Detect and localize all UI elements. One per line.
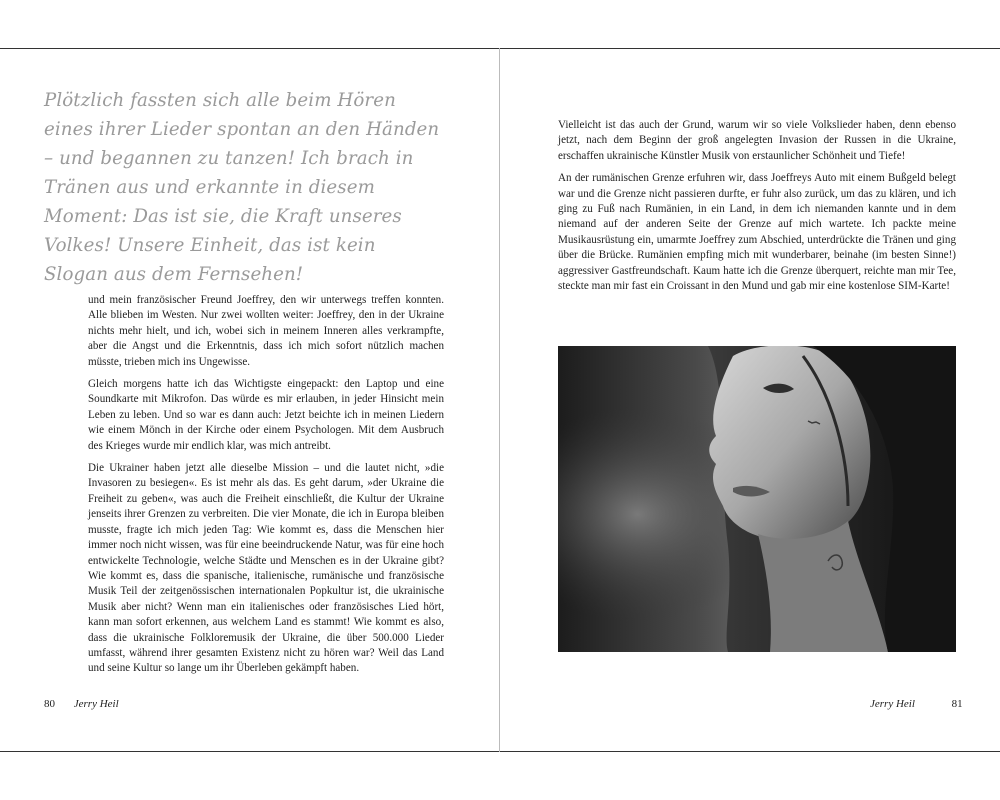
paragraph: Die Ukrainer haben jetzt alle dieselbe Mission – und die lautet nicht, »die Invasoren zu besiegen«. Es ist mehr als das. Es geht darum, »der Ukraine die Freiheit zu geben«, was auch die Freiheit einschließt, die Kultur der Ukraine jenseits ihrer Grenzen zu verbreiten. Die vier Monate, die ich in Europa bleiben musste, fragte ich mich jeden Tag: Wie kommt es, dass die Menschen hier immer noch nicht wissen, was für eine beeindruckende Natur, was für eine hoch entwickelte Technologie, welche Städte und Menschen es in der Ukraine gibt? Wie kommt es, dass die spanische, italienische, rumänische und französische Musik Teil der zeitgenössischen internationalen Popkultur ist, die ukrainische Musik aber nicht? Wenn man ein italienisches oder französisches Lied hört, kann man sofort erkennen, aus welchem Land es stammt! Wie kommt es also, dass die ukrainische Folkloremusik der Ukraine, die über 500.000 Lieder umfasst, während ihrer gesamten Existenz nicht zu hören war? Weil das Land und seine Kultur so lange um ihr Überleben gekämpft haben. xyxy=(88,462,444,675)
page-number: 80 xyxy=(44,698,55,710)
paragraph: Gleich morgens hatte ich das Wichtigste eingepackt: den Laptop und eine Soundkarte mit Mikrofon. Das würde es mir erlauben, in jeder Hinsicht mein Leben zu leben. Und so war es dann auch: Jetzt beichte ich in meinen Liedern wie einem Mönch in der Kirche oder einem Psychologen. Mit dem Ausbruch des Krieges wurde mir endlich klar, was mich antreibt. xyxy=(88,378,444,452)
left-body-text xyxy=(88,293,444,684)
running-head: Jerry Heil xyxy=(870,698,915,710)
gutter xyxy=(499,48,500,752)
paragraph: An der rumänischen Grenze erfuhren wir, dass Joeffreys Auto mit einem Bußgeld belegt war und die Grenze nicht passieren durfte, er fuhr also zurück, um das zu klären, und ich ging zu Fuß nach Rumänien, in ein Land, in dem ich niemanden kannte und in dem niemand auf der anderen Seite der Grenze auf mich wartete. Ich packte meine Musikausrüstung ein, umarmte Joeffrey zum Abschied, unterdrückte die Tränen und ging über die Brücke. Rumänien empfing mich mit wunderbarer, beinahe (im besten Sinne!) aggressiver Gastfreundschaft. Kaum hatte ich die Grenze überquert, reichte man mir Tee, steckte man mir fast ein Croissant in den Mund und gab mir eine kostenlose SIM-Karte! xyxy=(558,172,956,293)
book-spread xyxy=(0,48,1000,752)
portrait-photo-icon xyxy=(558,346,956,652)
paragraph: Vielleicht ist das auch der Grund, warum wir so viele Volkslieder haben, denn ebenso jetzt, nach dem Beginn der groß angelegten Invasion der Russen in die Ukraine, erschaffen ukrainische Künstler Musik von erstaunlicher Schönheit und Tiefe! xyxy=(558,119,956,162)
left-footer xyxy=(44,698,119,710)
page-number: 81 xyxy=(951,698,963,710)
running-head: Jerry Heil xyxy=(73,698,119,710)
pull-quote: Plötzlich fassten sich alle beim Hören eines ihrer Lieder spontan an den Händen – und begannen zu tanzen! Ich brach in Tränen aus und erkannte in diesem Moment: Das ist sie, die Kraft unseres Volkes! Unsere Einheit, das ist kein Slogan aus dem Fernsehen! xyxy=(44,90,440,285)
right-body-text xyxy=(558,118,956,301)
right-footer xyxy=(870,698,963,710)
portrait-photo xyxy=(558,346,956,652)
paragraph: und mein französischer Freund Joeffrey, den wir unterwegs treffen konnten. Alle blieben im Westen. Nur zwei wollten weiter: Joeffrey, den in der Ukraine nichts mehr hielt, und ich, wobei sich in meinem Inneren alles verkrampfte, aber die Angst und die Erkenntnis, dass ich mich sofort nützlich machen müsste, trieben mich ins Ungewisse. xyxy=(88,294,444,368)
